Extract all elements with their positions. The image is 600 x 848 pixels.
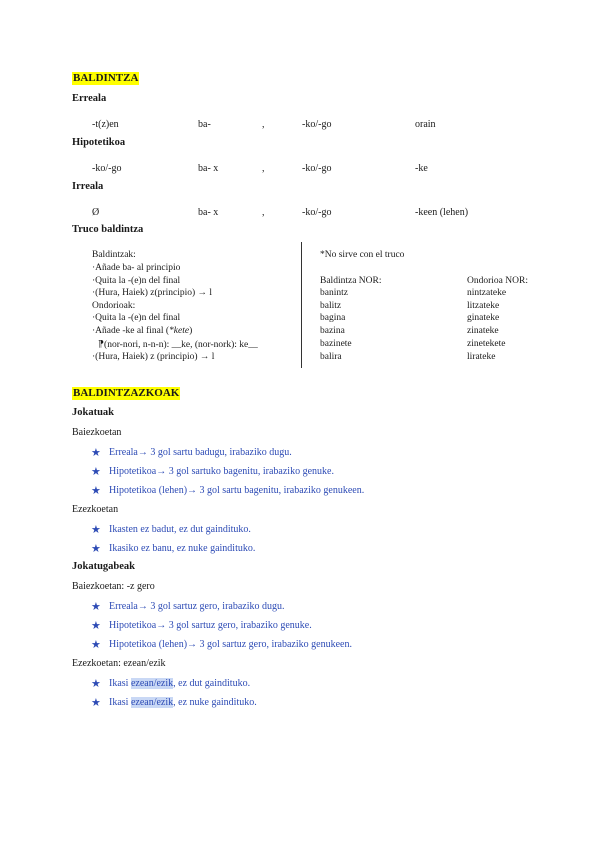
truco-col2-row: zinateke — [467, 326, 499, 336]
jokatuak-baiezko-1: Erreala→ 3 gol sartu badugu, irabaziko dugu. — [109, 447, 292, 458]
hipotetikoa-cell-1: -ko/-go — [92, 163, 122, 174]
heading-irreala: Irreala — [72, 181, 104, 192]
erreala-cell-3: , — [262, 119, 265, 130]
jokatugabeak-baiezko-1: Erreala→ 3 gol sartuz gero, irabaziko dugu. — [109, 601, 285, 612]
hipotetikoa-cell-4: -ko/-go — [302, 163, 332, 174]
truco-col1-row: bazina — [320, 326, 345, 336]
irreala-cell-3: , — [262, 207, 265, 218]
truco-left-line-7 — [92, 326, 192, 336]
erreala-cell-5: orain — [415, 119, 436, 130]
truco-col1-header: Baldintza NOR: — [320, 276, 382, 286]
truco-col1-row: banintz — [320, 288, 348, 298]
truco-divider — [301, 242, 302, 368]
hipotetikoa-cell-2: ba- x — [198, 163, 219, 174]
jokatugabeak-ezezkoetan: Ezezkoetan: ezean/ezik — [72, 658, 166, 669]
heading-hipotetikoa: Hipotetikoa — [72, 137, 126, 148]
jokatuak-ezezkoetan: Ezezkoetan — [72, 504, 119, 515]
truco-col1-row: bazinete — [320, 339, 352, 349]
ezezko-2-pre: Ikasi — [109, 697, 131, 708]
star-bullet-icon: ★ — [91, 697, 101, 709]
ezezko-2-post: , ez nuke gaindituko. — [173, 697, 257, 708]
erreala-cell-4: -ko/-go — [302, 119, 332, 130]
ezezko-1-highlight: ezean/ezik — [130, 678, 174, 689]
star-bullet-icon: ★ — [91, 601, 101, 613]
jokatugabeak-baiezko-2: Hipotetikoa→ 3 gol sartuz gero, irabaziko genuke. — [109, 620, 312, 631]
truco-left-line-2: ·Añade ba- al principio — [92, 263, 181, 273]
jokatugabeak-ezezko-2 — [109, 697, 257, 708]
star-bullet-icon: ★ — [91, 524, 101, 536]
heading-erreala: Erreala — [72, 93, 107, 104]
jokatuak-baiezko-3: Hipotetikoa (lehen)→ 3 gol sartu bagenitu, irabaziko genukeen. — [109, 485, 365, 496]
heading-truco-baldintza: Truco baldintza — [72, 224, 144, 235]
ezezko-2-highlight: ezean/ezik — [130, 697, 174, 708]
star-bullet-icon: ★ — [91, 466, 101, 478]
jokatuak-ezezko-1: Ikasten ez badut, ez dut gaindituko. — [109, 524, 251, 535]
truco-col2-row: nintzateke — [467, 288, 507, 298]
truco-note: *No sirve con el truco — [320, 250, 405, 260]
jokatuak-ezezko-2: Ikasiko ez banu, ez nuke gaindituko. — [109, 543, 256, 554]
star-bullet-icon: ★ — [91, 639, 101, 651]
truco-col2-row: lirateke — [467, 352, 496, 362]
truco-col1-row: bagina — [320, 313, 346, 323]
truco-left-line-4: ·(Hura, Haiek) z(principio) → l — [92, 288, 213, 298]
irreala-cell-5: -keen (lehen) — [415, 207, 469, 218]
line7-c: ) — [189, 326, 193, 336]
truco-left-line-8: ⁋(nor-nori, n-n-n): __ke, (nor-nork): ke__ — [98, 340, 258, 350]
truco-col2-row: zinetekete — [467, 339, 506, 349]
title-baldintza: BALDINTZA — [73, 72, 139, 84]
truco-left-line-9: ·(Hura, Haiek) z (principio) → l — [92, 352, 215, 362]
erreala-cell-1: -t(z)en — [92, 119, 119, 130]
heading-jokatuak: Jokatuak — [72, 407, 115, 418]
irreala-cell-2: ba- x — [198, 207, 219, 218]
truco-left-line-6: ·Quita la -(e)n del final — [92, 313, 181, 323]
truco-left-line-3: ·Quita la -(e)n del final — [92, 276, 181, 286]
jokatuak-baiezkoetan: Baiezkoetan — [72, 427, 122, 438]
jokatugabeak-ezezko-1 — [109, 678, 250, 689]
ezezko-1-post: , ez dut gaindituko. — [173, 678, 251, 689]
jokatugabeak-baiezko-3: Hipotetikoa (lehen)→ 3 gol sartuz gero, irabaziko genukeen. — [109, 639, 352, 650]
truco-left-line-1: Baldintzak: — [92, 250, 136, 260]
truco-col1-row: balira — [320, 352, 342, 362]
irreala-cell-4: -ko/-go — [302, 207, 332, 218]
hipotetikoa-cell-3: , — [262, 163, 265, 174]
truco-col2-header: Ondorioa NOR: — [467, 276, 528, 286]
truco-col2-row: ginateke — [467, 313, 500, 323]
star-bullet-icon: ★ — [91, 678, 101, 690]
star-bullet-icon: ★ — [91, 447, 101, 459]
heading-jokatugabeak: Jokatugabeak — [72, 561, 136, 572]
hipotetikoa-cell-5: -ke — [415, 163, 428, 174]
star-bullet-icon: ★ — [91, 543, 101, 555]
ezezko-1-pre: Ikasi — [109, 678, 131, 689]
line7-b: *kete — [169, 326, 190, 336]
erreala-cell-2: ba- — [198, 119, 211, 130]
jokatuak-baiezko-2: Hipotetikoa→ 3 gol sartuko bagenitu, irabaziko genuke. — [109, 466, 334, 477]
star-bullet-icon: ★ — [91, 485, 101, 497]
jokatugabeak-baiezkoetan: Baiezkoetan: -z gero — [72, 581, 155, 592]
truco-col2-row: litzateke — [467, 301, 500, 311]
line7-a: ·Añade -ke al final ( — [92, 326, 170, 336]
title-baldintzazkoak: BALDINTZAZKOAK — [73, 387, 180, 399]
irreala-cell-1: Ø — [92, 207, 100, 218]
star-bullet-icon: ★ — [91, 620, 101, 632]
truco-left-line-5: Ondorioak: — [92, 301, 136, 311]
truco-col1-row: balitz — [320, 301, 342, 311]
